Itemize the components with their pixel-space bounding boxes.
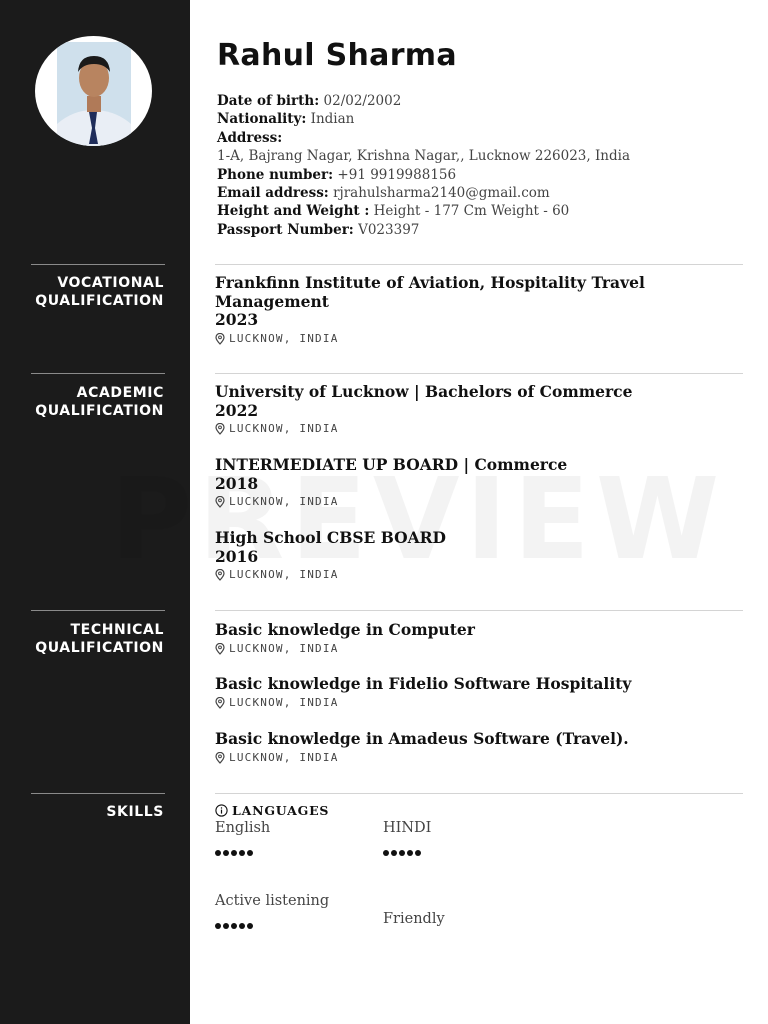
rating-dot (223, 923, 229, 929)
section-divider (215, 264, 743, 265)
map-pin-icon (215, 697, 225, 709)
section-title-line: VOCATIONAL (57, 275, 164, 291)
academic-entry (215, 456, 685, 510)
skill-rating (215, 850, 253, 856)
rating-dot (415, 850, 421, 856)
detail-value: 1-A, Bajrang Nagar, Krishna Nagar,, Lucknow 226023, India (217, 148, 631, 165)
section-divider (215, 373, 743, 374)
entry-title-continued: Management (215, 291, 329, 311)
detail-row-phone (217, 166, 630, 184)
section-title-technical (0, 621, 164, 657)
detail-value: 02/02/2002 (323, 93, 402, 109)
info-circle-icon (215, 804, 228, 817)
entry-location (215, 494, 685, 510)
entry-location (215, 695, 685, 711)
entry-location (215, 641, 685, 657)
detail-value: Indian (310, 111, 355, 128)
technical-entry (215, 675, 685, 711)
location-text: LUCKNOW, INDIA (229, 568, 339, 581)
rating-dot (247, 923, 253, 929)
entry-location (215, 421, 685, 437)
vocational-entry (215, 274, 685, 347)
languages-heading-text: LANGUAGES (232, 803, 330, 818)
entry-year: 2022 (215, 400, 259, 420)
rating-dot (231, 923, 237, 929)
skill-name: Friendly (383, 911, 445, 927)
profile-photo (35, 36, 152, 146)
detail-label: Address: (217, 129, 283, 146)
detail-row-passport (217, 221, 630, 239)
skill-rating (383, 850, 421, 856)
detail-row-height-weight (217, 202, 630, 220)
detail-value: rjrahulsharma2140@gmail.com (333, 185, 550, 202)
map-pin-icon (215, 333, 225, 345)
location-text: LUCKNOW, INDIA (229, 641, 339, 655)
rating-dot (239, 923, 245, 929)
rating-dot (231, 850, 237, 856)
entry-title: Frankfinn Institute of Aviation, Hospitality Travel (215, 273, 645, 292)
detail-label: Passport Number: (217, 221, 354, 238)
section-title-line: ACADEMIC (76, 385, 164, 401)
detail-label: Date of birth: (217, 93, 320, 109)
section-divider (215, 793, 743, 794)
candidate-name: Rahul Sharma (217, 38, 457, 73)
detail-row-address (217, 129, 630, 147)
detail-value: Height - 177 Cm Weight - 60 (373, 203, 570, 220)
detail-row-address-value (217, 147, 630, 165)
entry-year: 2016 (215, 546, 259, 566)
map-pin-icon (215, 752, 225, 764)
section-divider (215, 610, 743, 611)
detail-value: +91 9919988156 (337, 166, 457, 183)
entry-year: 2018 (215, 473, 259, 493)
rating-dot (391, 850, 397, 856)
location-text: LUCKNOW, INDIA (229, 750, 339, 764)
sidebar (0, 0, 190, 1024)
detail-label: Height and Weight : (217, 203, 370, 220)
map-pin-icon (215, 643, 225, 655)
entry-title: INTERMEDIATE UP BOARD | Commerce (215, 455, 568, 474)
location-text: LUCKNOW, INDIA (229, 422, 339, 435)
rating-dot (407, 850, 413, 856)
rating-dot (247, 850, 253, 856)
location-text: LUCKNOW, INDIA (229, 331, 339, 345)
entry-location (215, 567, 685, 583)
detail-label: Phone number: (217, 166, 334, 183)
detail-label: Email address: (217, 185, 329, 202)
rating-dot (383, 850, 389, 856)
detail-label: Nationality: (217, 111, 307, 128)
skill-name: HINDI (383, 820, 432, 836)
sidebar-divider (31, 793, 165, 794)
section-title-skills: SKILLS (106, 804, 164, 820)
rating-dot (399, 850, 405, 856)
sidebar-divider (31, 264, 165, 265)
map-pin-icon (215, 496, 225, 508)
technical-entry (215, 621, 685, 657)
technical-entry (215, 730, 685, 766)
section-title-vocational (0, 274, 164, 310)
detail-row-nationality (217, 110, 630, 128)
sidebar-divider (31, 610, 165, 611)
map-pin-icon (215, 569, 225, 581)
rating-dot (215, 850, 221, 856)
detail-row-dob (217, 92, 630, 110)
entry-title: High School CBSE BOARD (215, 528, 446, 547)
section-title-line: TECHNICAL (70, 622, 164, 638)
location-text: LUCKNOW, INDIA (229, 495, 339, 508)
entry-title: University of Lucknow | Bachelors of Commerce (215, 382, 633, 401)
entry-location (215, 750, 685, 766)
entry-title: Basic knowledge in Amadeus Software (Travel). (215, 729, 629, 748)
entry-title: Basic knowledge in Fidelio Software Hospitality (215, 674, 632, 693)
skill-rating (215, 923, 253, 929)
location-text: LUCKNOW, INDIA (229, 695, 339, 709)
rating-dot (239, 850, 245, 856)
rating-dot (215, 923, 221, 929)
skill-name: Active listening (215, 893, 330, 909)
section-title-line: QUALIFICATION (35, 403, 164, 419)
personal-details (217, 92, 630, 239)
section-title-line: QUALIFICATION (35, 293, 164, 309)
detail-value: V023397 (358, 221, 420, 238)
sidebar-divider (31, 373, 165, 374)
entry-title: Basic knowledge in Computer (215, 620, 475, 639)
academic-entry (215, 383, 685, 437)
section-title-academic (0, 384, 164, 420)
skill-name: English (215, 820, 271, 836)
rating-dot (223, 850, 229, 856)
map-pin-icon (215, 423, 225, 435)
entry-location (215, 331, 685, 347)
entry-year: 2023 (215, 310, 259, 329)
detail-row-email (217, 184, 630, 202)
academic-entry (215, 529, 685, 583)
languages-heading (215, 803, 329, 818)
section-title-line: QUALIFICATION (35, 640, 164, 656)
